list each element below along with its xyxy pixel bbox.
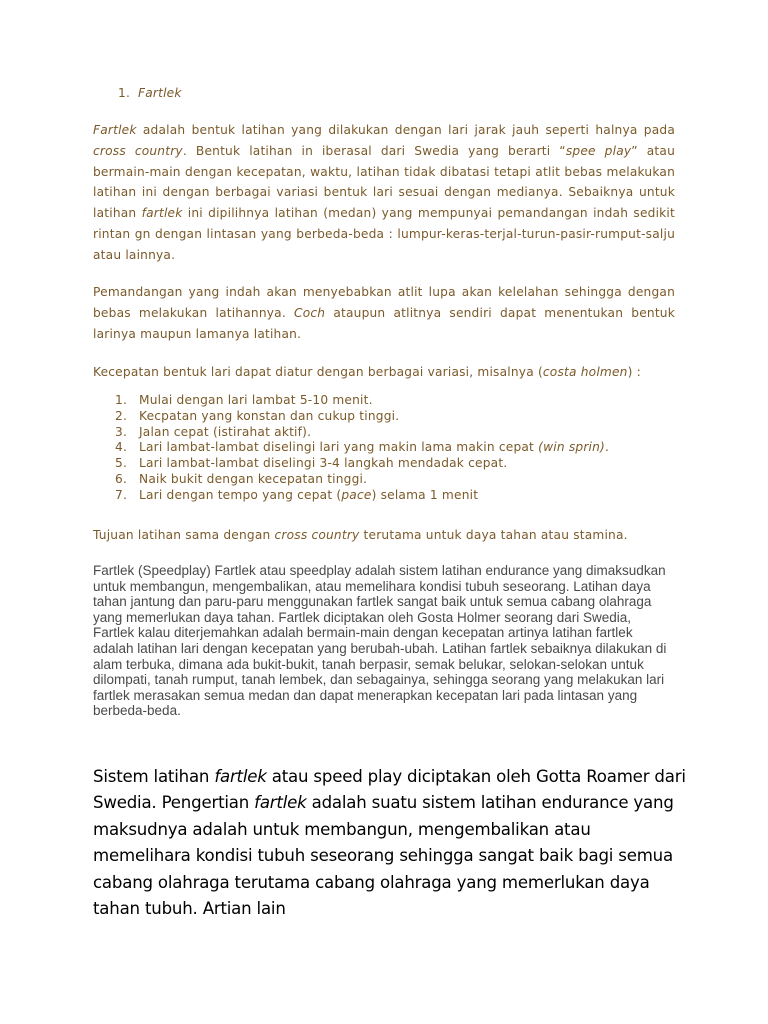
heading-title: Fartlek bbox=[138, 86, 182, 100]
term-cross-country: cross country bbox=[93, 143, 183, 158]
text-run: adalah bentuk latihan yang dilakukan dengan lari jarak jauh seperti halnya pada bbox=[136, 123, 675, 137]
paragraph-speedplay: Fartlek (Speedplay) Fartlek atau speedplay adalah sistem latihan endurance yang dimaksudkan untuk membangun, mengembalikan, atau memelihara kondisi tubuh seseorang. Latihan daya tahan jantung dan paru-paru menggunakan fartlek sangat baik untuk semua cabang olahraga yang memerlukan daya tahan. Fartlek diciptakan oleh Gosta Holmer seorang dari Swedia, Fartlek kalau diterjemahkan adalah bermain-main dengan kecepatan artinya latihan fartlek adalah latihan lari dengan kecepatan yang berubah-ubah. Latihan fartlek sebaiknya dilakukan di alam terbuka, dimana ada bukit-bukit, tanah berpasir, semak belukar, selokan-selokan untuk dilompati, tanah rumput, tanah lembek, dan sebagainya, sehingga seorang yang melakukan lari fartlek merasakan semua medan dan dapat menerapkan kecepatan lari pada lintasan yang berbeda-beda. bbox=[93, 563, 667, 719]
list-number: 6. bbox=[115, 471, 128, 486]
list-text: ) selama 1 menit bbox=[371, 487, 479, 502]
list-term: pace bbox=[341, 487, 372, 502]
list-item bbox=[93, 440, 653, 456]
text-run: Sistem latihan bbox=[93, 767, 215, 786]
list-item bbox=[93, 456, 653, 472]
text-run: ini dipilihnya latihan (medan) yang mempunyai pemandangan indah sedikit rintan gn dengan lintasan yang berbeda-beda : lumpur-keras-terjal-turun-pasir-rumput-salju atau lainnya. bbox=[93, 206, 675, 262]
list-item bbox=[93, 488, 653, 504]
text-run: ” atau bermain-main dengan kecepatan, waktu, latihan tidak dibatasi tetapi atlit bebas melakukan latihan ini dengan berbagai variasi bentuk lari sesuai dengan medianya. Sebaiknya untuk latihan bbox=[93, 143, 675, 221]
list-item bbox=[93, 425, 653, 441]
list-number: 4. bbox=[115, 440, 128, 455]
list-text: . bbox=[605, 440, 610, 455]
list-text: Mulai dengan lari lambat 5-10 menit. bbox=[139, 393, 373, 407]
paragraph-speed-variation bbox=[93, 362, 675, 383]
list-item bbox=[93, 409, 653, 425]
term-spee-play: spee play bbox=[565, 143, 632, 158]
term-fartlek: fartlek bbox=[254, 793, 307, 813]
list-item bbox=[93, 393, 653, 409]
variation-list bbox=[93, 393, 653, 504]
list-text: Lari lambat-lambat diselingi lari yang makin lama makin cepat bbox=[139, 440, 539, 455]
list-text: Kecpatan yang konstan dan cukup tinggi. bbox=[139, 408, 400, 423]
text-run: Kecepatan bentuk lari dapat diatur dengan berbagai variasi, misalnya ( bbox=[93, 365, 543, 379]
list-number: 5. bbox=[115, 456, 128, 471]
term-costa-holmen: costa holmen bbox=[542, 365, 628, 379]
text-run: atau speed play diciptakan oleh Gotta Roamer dari Swedia. Pengertian bbox=[93, 767, 686, 813]
list-number: 2. bbox=[115, 408, 128, 423]
list-term: (win sprin) bbox=[538, 440, 605, 455]
list-number: 3. bbox=[115, 424, 128, 439]
paragraph-scenery bbox=[93, 282, 675, 344]
term-coch: Coch bbox=[294, 305, 326, 320]
heading-number: 1. bbox=[118, 86, 131, 100]
list-item bbox=[93, 472, 653, 488]
list-text: Jalan cepat (istirahat aktif). bbox=[139, 424, 312, 439]
paragraph-history bbox=[93, 764, 693, 922]
list-text: Lari dengan tempo yang cepat ( bbox=[139, 487, 342, 502]
term-fartlek: fartlek bbox=[214, 767, 267, 786]
paragraph-purpose bbox=[93, 525, 675, 545]
paragraph-definition bbox=[93, 120, 675, 266]
term-fartlek: Fartlek bbox=[93, 123, 137, 137]
text-run: Tujuan latihan sama dengan bbox=[93, 528, 275, 542]
text-run: adalah suatu sistem latihan endurance yang maksudnya adalah untuk membangun, mengembalikan atau memelihara kondisi tubuh seseorang sehingga sangat baik bagi semua cabang olahraga terutama cabang olahraga yang memerlukan daya tahan tubuh. Artian lain bbox=[93, 793, 674, 919]
text-run: . Bentuk latihan in iberasal dari Swedia yang berarti “ bbox=[182, 143, 566, 158]
text-run: ) : bbox=[627, 365, 641, 379]
text-run: ataupun atlitnya sendiri dapat menentukan bentuk larinya maupun lamanya latihan. bbox=[93, 305, 675, 341]
text-run: terutama untuk daya tahan atau stamina. bbox=[359, 528, 628, 542]
list-text: Naik bukit dengan kecepatan tinggi. bbox=[139, 471, 368, 486]
list-number: 7. bbox=[115, 487, 128, 502]
text-run: Pemandangan yang indah akan menyebabkan atlit lupa akan kelelahan sehingga dengan bebas melakukan latihannya. bbox=[93, 285, 675, 320]
term-fartlek: fartlek bbox=[141, 206, 183, 221]
list-number: 1. bbox=[115, 393, 128, 407]
term-cross-country: cross country bbox=[274, 528, 360, 542]
list-text: Lari lambat-lambat diselingi 3-4 langkah mendadak cepat. bbox=[139, 456, 508, 471]
section-heading bbox=[118, 86, 182, 100]
